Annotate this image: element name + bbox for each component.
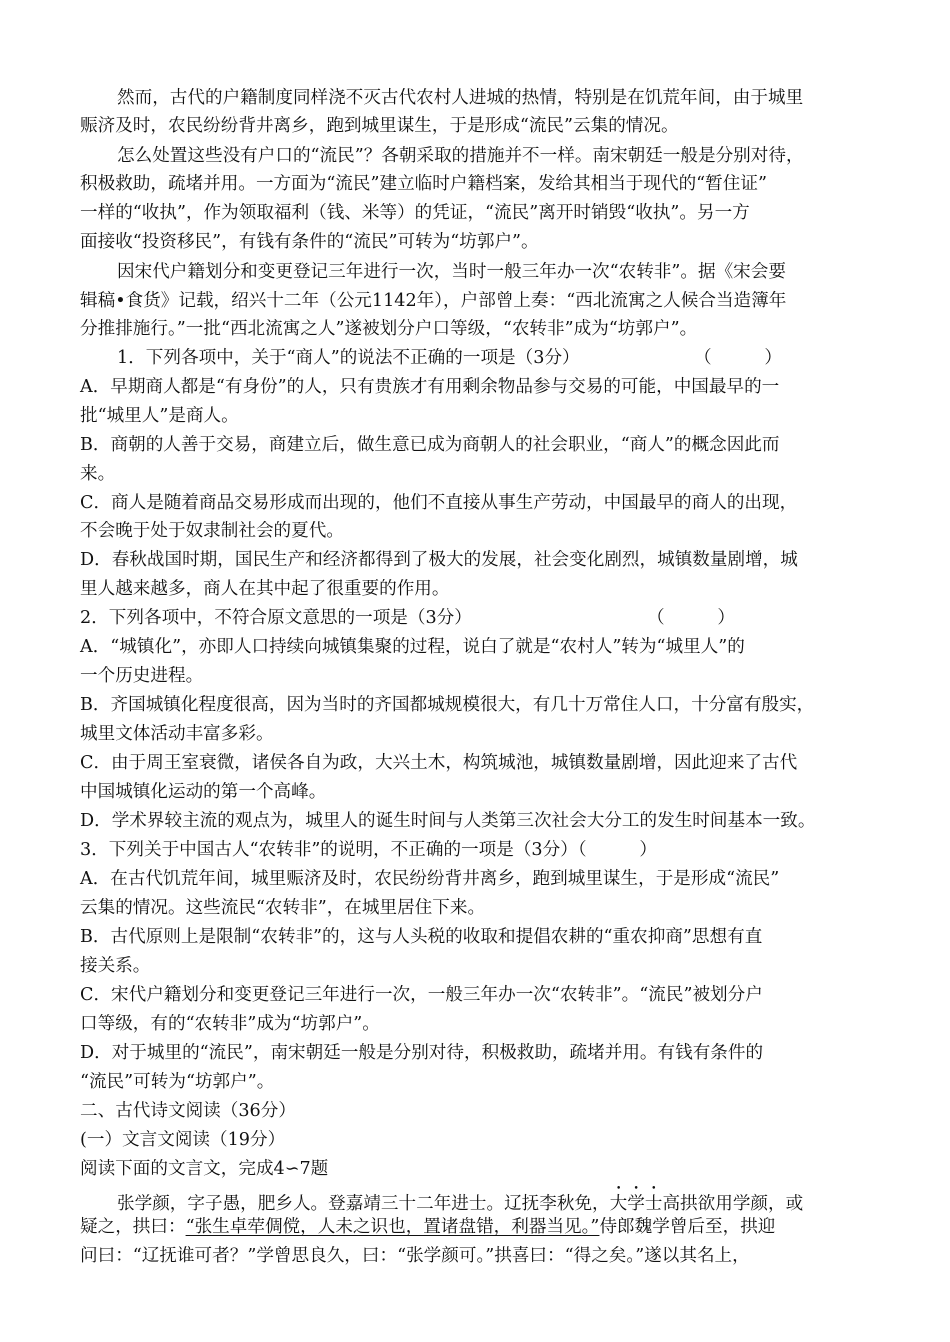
wenyan-line-1-b: 高拱欲用学颜，或 [662, 1194, 804, 1214]
passage-p1-line-2: 赈济及时，农民纷纷背井离乡，跑到城里谋生，于是形成“流民”云集的情况。 [80, 116, 679, 136]
subsection-heading: (一）文言文阅读（19分） [80, 1130, 286, 1150]
q3-option-b-line-2: 接关系。 [80, 956, 151, 976]
underlined-sentence: “张生卓荦倜傥，人未之识也，置诸盘错，利器当见。” [185, 1217, 600, 1237]
section-heading: 二、古代诗文阅读（36分） [80, 1101, 296, 1121]
q3-option-d-line-1: D．对于城里的“流民”，南宋朝廷一般是分别对待，积极救助，疏堵并用。有钱有条件的 [80, 1043, 764, 1063]
q1-option-a-line-2: 批“城里人”是商人。 [80, 406, 239, 426]
q3-option-a-line-1: A．在古代饥荒年间，城里赈济及时，农民纷纷背井离乡，跑到城里谋生，于是形成“流民” [80, 869, 780, 889]
q1-option-a-line-1: A．早期商人都是“有身份”的人，只有贵族才有用剩余物品参与交易的可能，中国最早的一 [80, 377, 780, 397]
q1-stem: 1．下列各项中，关于“商人”的说法不正确的一项是（3分） [117, 348, 580, 368]
q1-option-d-line-2: 里人越来越多，商人在其中起了很重要的作用。 [80, 579, 450, 599]
passage-p2-line-4: 面接收“投资移民”，有钱有条件的“流民”可转为“坊郭户”。 [80, 232, 539, 252]
q3-stem: 3．下列关于中国古人“农转非”的说明，不正确的一项是（3分）（ ） [80, 840, 657, 860]
q2-option-b-line-2: 城里文体活动丰富多彩。 [80, 724, 274, 744]
wenyan-line-1-a: 张学颜，字子愚，肥乡人。登嘉靖三十二年进士。辽抚李秋免， [117, 1194, 610, 1214]
q2-option-d-line-1: D．学术界较主流的观点为，城里人的诞生时间与人类第三次社会大分工的发生时间基本一致。 [80, 811, 816, 831]
reading-instruction: 阅读下面的文言文，完成4∽7题 [80, 1159, 329, 1179]
q1-option-b-line-1: B．商朝的人善于交易，商建立后，做生意已成为商朝人的社会职业，“商人”的概念因此而 [80, 435, 780, 455]
wenyan-line-2-b: 侍郎魏学曾后至，拱迎 [599, 1217, 776, 1237]
q2-option-c-line-1: C．由于周王室衰微，诸侯各自为政，大兴土木，构筑城池，城镇数量剧增，因此迎来了古代 [80, 753, 798, 773]
passage-p3-line-3: 分推排施行。”一批“西北流寓之人”遂被划分户口等级，“农转非”成为“坊郭户”。 [80, 319, 698, 339]
q2-stem: 2．下列各项中，不符合原文意思的一项是（3分） [80, 608, 472, 628]
q1-option-c-line-2: 不会晚于处于奴隶制社会的夏代。 [80, 521, 344, 541]
q3-option-a-line-2: 云集的情况。这些流民“农转非”，在城里居住下来。 [80, 898, 486, 918]
emphasized-term: 大学士 [609, 1194, 663, 1214]
wenyan-line-2-a: 疑之，拱曰： [80, 1217, 186, 1237]
passage-p2-line-3: 一样的“收执”，作为领取福利（钱、米等）的凭证，“流民”离开时销毁“收执”。另一方 [80, 203, 750, 223]
q1-option-b-line-2: 来。 [80, 464, 116, 484]
passage-p2-line-2: 积极救助，疏堵并用。一方面为“流民”建立临时户籍档案，发给其相当于现代的“暂住证” [80, 174, 767, 194]
q3-option-b-line-1: B．古代原则上是限制“农转非”的，这与人头税的收取和提倡农耕的“重农抑商”思想有直 [80, 927, 763, 947]
passage-p3-line-1: 因宋代户籍划分和变更登记三年进行一次，当时一般三年办一次“农转非”。据《宋会要 [117, 262, 786, 282]
q1-option-d-line-1: D．春秋战国时期，国民生产和经济都得到了极大的发展，社会变化剧烈，城镇数量剧增，城 [80, 550, 798, 570]
q2-option-a-line-2: 一个历史进程。 [80, 666, 204, 686]
q2-option-a-line-1: A．“城镇化”，亦即人口持续向城镇集聚的过程，说白了就是“农村人”转为“城里人”的 [80, 637, 745, 657]
q2-answer-bracket: （ ） [647, 608, 735, 628]
q3-option-c-line-2: 口等级，有的“农转非”成为“坊郭户”。 [80, 1014, 380, 1034]
wenyan-line-3: 问曰：“辽抚谁可者？”学曾思良久，曰：“张学颜可。”拱喜曰：“得之矣。”遂以其名上， [80, 1246, 750, 1266]
q2-option-b-line-1: B．齐国城镇化程度很高，因为当时的齐国都城规模很大，有几十万常住人口，十分富有殷实， [80, 695, 815, 715]
passage-p1-line-1: 然而，古代的户籍制度同样浇不灭古代农村人进城的热情，特别是在饥荒年间，由于城里 [117, 88, 804, 108]
q2-option-c-line-2: 中国城镇化运动的第一个高峰。 [80, 782, 327, 802]
q1-option-c-line-1: C．商人是随着商品交易形成而出现的，他们不直接从事生产劳动，中国最早的商人的出现， [80, 493, 798, 513]
q3-option-c-line-1: C．宋代户籍划分和变更登记三年进行一次，一般三年办一次“农转非”。“流民”被划分户 [80, 985, 763, 1005]
passage-p2-line-1: 怎么处置这些没有户口的“流民”？各朝采取的措施并不一样。南宋朝廷一般是分别对待， [117, 146, 804, 166]
wenyan-line-2 [80, 1213, 775, 1241]
q3-option-d-line-2: “流民”可转为“坊郭户”。 [80, 1072, 275, 1092]
q1-answer-bracket: （ ） [694, 348, 782, 368]
passage-p3-line-2: 辑稿•食货》记载，绍兴十二年（公元1142年），户部曾上奏：“西北流寓之人候合当造簿年 [80, 291, 787, 311]
